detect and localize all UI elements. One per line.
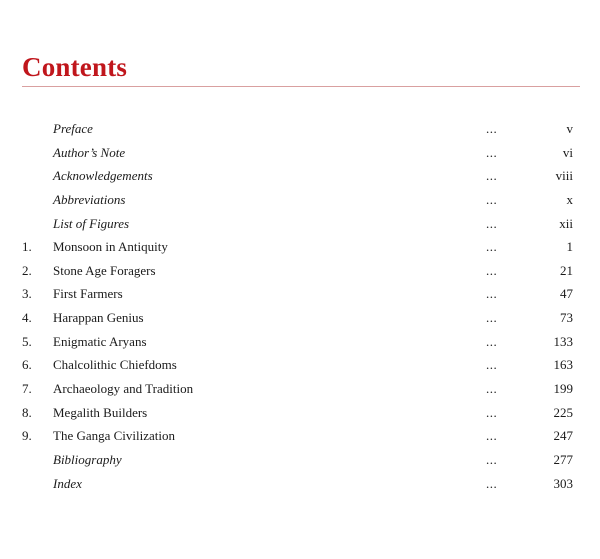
toc-entry[interactable] xyxy=(0,424,600,448)
toc-entry-page-number: 303 xyxy=(553,475,573,491)
toc-entry-page-number: 47 xyxy=(560,286,573,302)
toc-entry-page-number: vi xyxy=(562,144,573,160)
toc-entry-leader: ... xyxy=(486,428,498,444)
toc-entry[interactable] xyxy=(0,401,600,425)
toc-entry[interactable] xyxy=(0,377,600,401)
toc-entry-title: Monsoon in Antiquity xyxy=(53,239,168,255)
toc-entry-leader: ... xyxy=(486,451,498,467)
toc-entry-leader: ... xyxy=(486,286,498,302)
toc-entry-page-number: xii xyxy=(559,215,573,231)
toc-entry-title: The Ganga Civilization xyxy=(53,428,176,444)
toc-entry[interactable] xyxy=(0,188,600,212)
toc-entry-leader: ... xyxy=(486,215,498,231)
toc-entry-number: 3. xyxy=(22,286,32,302)
toc-entry-number: 2. xyxy=(22,262,32,278)
toc-entry[interactable] xyxy=(0,448,600,472)
toc-entry-page-number: 1 xyxy=(566,239,573,255)
toc-entry-number: 7. xyxy=(22,381,32,397)
toc-entry[interactable] xyxy=(0,353,600,377)
toc-entry-leader: ... xyxy=(486,333,498,349)
toc-entry-page-number: 225 xyxy=(553,404,573,420)
toc-entry-number: 6. xyxy=(22,357,32,373)
toc-entry-title: Bibliography xyxy=(53,451,122,467)
toc-entry-page-number: viii xyxy=(555,168,573,184)
toc-entry-number: 8. xyxy=(22,404,32,420)
toc-entry-page-number: 73 xyxy=(560,310,573,326)
toc-entry-leader: ... xyxy=(486,239,498,255)
toc-entry-leader: ... xyxy=(486,357,498,373)
toc-entry-page-number: x xyxy=(566,191,573,207)
toc-entry[interactable] xyxy=(0,235,600,259)
toc-entry-title: Author’s Note xyxy=(53,144,126,160)
toc-entry-page-number: 277 xyxy=(553,451,573,467)
toc-entry-leader: ... xyxy=(486,262,498,278)
toc-entry[interactable] xyxy=(0,212,600,236)
toc-entry-leader: ... xyxy=(486,381,498,397)
toc-entry-page-number: v xyxy=(566,121,573,136)
toc-entry-number: 4. xyxy=(22,310,32,326)
toc-entry-title: First Farmers xyxy=(53,286,123,302)
toc-entry-leader: ... xyxy=(486,191,498,207)
toc-entry[interactable] xyxy=(0,164,600,188)
toc-entry[interactable] xyxy=(0,330,600,354)
toc-entry[interactable] xyxy=(0,472,600,496)
toc-entry-leader: ... xyxy=(486,475,498,491)
toc-entry-title: Harappan Genius xyxy=(53,310,144,326)
toc-entry[interactable] xyxy=(0,306,600,330)
toc-entry-page-number: 163 xyxy=(553,357,573,373)
heading-divider xyxy=(22,86,580,87)
toc-entry-number: 1. xyxy=(22,239,32,255)
toc-entry-title: Enigmatic Aryans xyxy=(53,333,147,349)
table-of-contents xyxy=(0,117,600,495)
toc-entry-title: Chalcolithic Chiefdoms xyxy=(53,357,177,373)
toc-entry-title: Stone Age Foragers xyxy=(53,262,156,278)
toc-entry-title: Preface xyxy=(53,121,93,136)
toc-entry-title: Acknowledgements xyxy=(53,168,153,184)
toc-entry-page-number: 133 xyxy=(553,333,573,349)
toc-entry[interactable] xyxy=(0,117,600,141)
toc-entry-title: Megalith Builders xyxy=(53,404,148,420)
toc-entry-page-number: 247 xyxy=(553,428,573,444)
toc-entry-title: Index xyxy=(53,475,82,491)
toc-entry-title: Abbreviations xyxy=(53,191,126,207)
toc-entry-leader: ... xyxy=(486,144,498,160)
toc-entry-page-number: 199 xyxy=(553,381,573,397)
toc-entry-page-number: 21 xyxy=(560,262,573,278)
toc-entry-number: 5. xyxy=(22,333,32,349)
toc-entry-title: List of Figures xyxy=(53,215,130,231)
toc-entry-title: Archaeology and Tradition xyxy=(53,381,194,397)
toc-entry-leader: ... xyxy=(486,168,498,184)
toc-entry-leader: ... xyxy=(486,310,498,326)
toc-entry-number: 9. xyxy=(22,428,32,444)
toc-entry[interactable] xyxy=(0,141,600,165)
toc-entry-leader: ... xyxy=(486,121,498,136)
toc-entry[interactable] xyxy=(0,282,600,306)
toc-entry-leader: ... xyxy=(486,404,498,420)
page-title: Contents xyxy=(22,52,128,82)
toc-entry[interactable] xyxy=(0,259,600,283)
